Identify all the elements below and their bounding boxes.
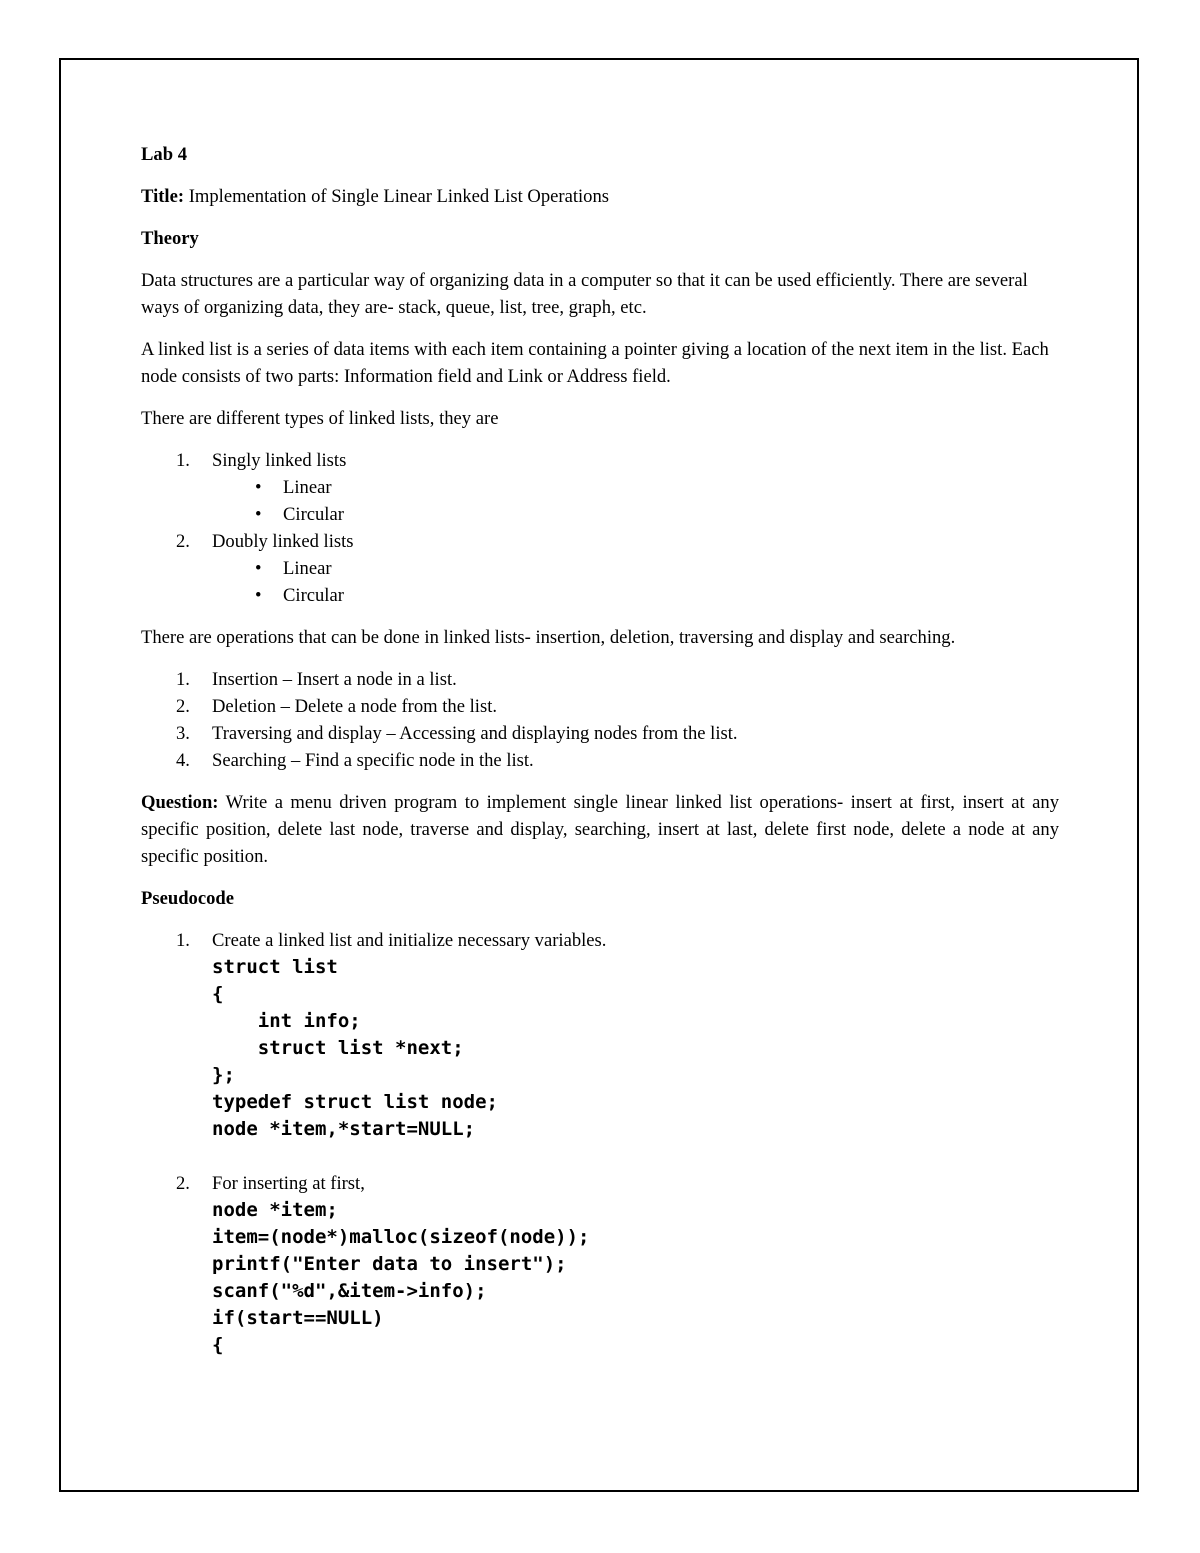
list-type-doubly (141, 528, 1059, 609)
pseudocode-step-1 (141, 927, 1059, 1143)
step-text: Create a linked list and initialize necessary variables. (212, 930, 607, 951)
sub-item-circular (212, 582, 1059, 609)
code-block: node *item; item=(node*)malloc(sizeof(node)); printf("Enter data to insert"); scanf("%d",&item->info); if(start==NULL) { (212, 1199, 590, 1356)
list-type-label: Doubly linked lists (212, 531, 354, 552)
list-marker: 1. (176, 669, 190, 690)
bullet-icon: • (255, 477, 262, 498)
operation-text: Insertion – Insert a node in a list. (212, 669, 457, 690)
operations-list (141, 666, 1059, 774)
linked-list-types (141, 447, 1059, 609)
sub-item-label: Circular (283, 585, 344, 606)
theory-paragraph-2: A linked list is a series of data items with each item containing a pointer giving a location of the next item in the list. Each node consists of two parts: Information field and Link or Address field. (141, 339, 1049, 387)
list-marker: 3. (176, 723, 190, 744)
theory-paragraph-1: Data structures are a particular way of organizing data in a computer so that it can be used efficiently. There are several ways of organizing data, they are- stack, queue, list, tree, graph, etc. (141, 270, 1028, 318)
step-text: For inserting at first, (212, 1173, 365, 1194)
title-line (141, 183, 1059, 210)
sub-list (212, 555, 1059, 609)
operation-item (141, 666, 1059, 693)
operations-paragraph: There are operations that can be done in linked lists- insertion, deletion, traversing and display and searching. (141, 627, 956, 648)
lab-heading: Lab 4 (141, 144, 187, 165)
operation-item (141, 747, 1059, 774)
list-marker: 1. (176, 930, 190, 951)
title-text: Implementation of Single Linear Linked List Operations (184, 186, 610, 207)
sub-item-label: Linear (283, 477, 332, 498)
operation-text: Searching – Find a specific node in the list. (212, 750, 534, 771)
theory-heading: Theory (141, 228, 199, 249)
code-block: struct list { int info; struct list *next; }; typedef struct list node; node *item,*start=NULL; (212, 956, 498, 1140)
title-label: Title: (141, 186, 185, 207)
theory-paragraph-3: There are different types of linked lists, they are (141, 408, 499, 429)
list-marker: 1. (176, 450, 190, 471)
pseudocode-steps (141, 927, 1059, 1359)
operation-text: Deletion – Delete a node from the list. (212, 696, 498, 717)
question-paragraph (141, 789, 1064, 870)
bullet-icon: • (255, 585, 262, 606)
bullet-icon: • (255, 504, 262, 525)
operation-item (141, 693, 1059, 720)
pseudocode-step-2 (141, 1170, 1059, 1359)
list-type-label: Singly linked lists (212, 450, 347, 471)
sub-item-circular (212, 501, 1059, 528)
bullet-icon: • (255, 558, 262, 579)
sub-item-linear (212, 555, 1059, 582)
question-text: Write a menu driven program to implement single linear linked list operations- insert at first, insert at any specific position, delete last node, traverse and display, searching, insert at last, delete first node, delete a node at any specific position. (141, 792, 1064, 867)
sub-item-label: Linear (283, 558, 332, 579)
list-marker: 2. (176, 531, 190, 552)
sub-item-label: Circular (283, 504, 344, 525)
document-body (141, 141, 1064, 1374)
pseudocode-heading: Pseudocode (141, 888, 234, 909)
operation-text: Traversing and display – Accessing and displaying nodes from the list. (212, 723, 738, 744)
operation-item (141, 720, 1059, 747)
question-label: Question: (141, 792, 219, 813)
list-marker: 2. (176, 696, 190, 717)
sub-item-linear (212, 474, 1059, 501)
list-marker: 2. (176, 1173, 190, 1194)
list-type-singly (141, 447, 1059, 528)
list-marker: 4. (176, 750, 190, 771)
sub-list (212, 474, 1059, 528)
